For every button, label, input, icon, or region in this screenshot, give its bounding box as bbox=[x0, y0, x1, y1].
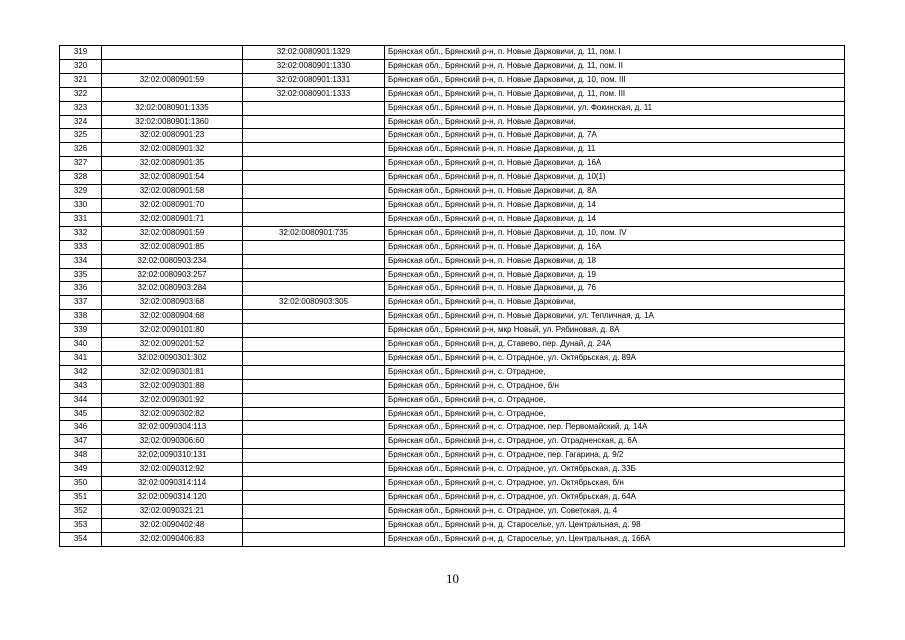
table-row bbox=[60, 87, 845, 101]
cadastral-number: 32:02:0080901:23 bbox=[102, 129, 243, 143]
address: Брянская обл., Брянский р-н, д. Ставево, пер. Дунай, д. 24А bbox=[385, 338, 845, 352]
table-row bbox=[60, 338, 845, 352]
cadastral-number: 32:02:0090312:92 bbox=[102, 463, 243, 477]
cadastral-number-secondary bbox=[243, 435, 385, 449]
table-row bbox=[60, 73, 845, 87]
table-row bbox=[60, 59, 845, 73]
cadastral-number: 32:02:0090314:120 bbox=[102, 491, 243, 505]
address: Брянская обл., Брянский р-н, с. Отрадное, ул. Октябрьская, б/н bbox=[385, 477, 845, 491]
address: Брянская обл., Брянский р-н, п. Новые Дарковичи, д. 76 bbox=[385, 282, 845, 296]
cadastral-number-secondary bbox=[243, 338, 385, 352]
address: Брянская обл., Брянский р-н, п. Новые Дарковичи, ул. Тепличная, д. 1А bbox=[385, 310, 845, 324]
cadastral-number: 32:02:0090402:48 bbox=[102, 518, 243, 532]
row-number: 353 bbox=[60, 518, 102, 532]
cadastral-number: 32:02:0080901:59 bbox=[102, 73, 243, 87]
row-number: 321 bbox=[60, 73, 102, 87]
address: Брянская обл., Брянский р-н, п. Новые Дарковичи, д. 7А bbox=[385, 129, 845, 143]
address: Брянская обл., Брянский р-н, п. Новые Дарковичи, д. 10, пом. III bbox=[385, 73, 845, 87]
cadastral-number-secondary bbox=[243, 518, 385, 532]
row-number: 333 bbox=[60, 240, 102, 254]
cadastral-number: 32:02:0090314:114 bbox=[102, 477, 243, 491]
row-number: 354 bbox=[60, 532, 102, 546]
cadastral-number: 32:02:0080904:68 bbox=[102, 310, 243, 324]
row-number: 339 bbox=[60, 324, 102, 338]
table-row bbox=[60, 185, 845, 199]
row-number: 326 bbox=[60, 143, 102, 157]
cadastral-number-secondary bbox=[243, 379, 385, 393]
address: Брянская обл., Брянский р-н, с. Отрадное, bbox=[385, 407, 845, 421]
address: Брянская обл., Брянский р-н, п. Новые Дарковичи, д. 11, пом. III bbox=[385, 87, 845, 101]
cadastral-number: 32:02:0090301:81 bbox=[102, 365, 243, 379]
table-row bbox=[60, 351, 845, 365]
cadastral-number-secondary bbox=[243, 212, 385, 226]
table-row bbox=[60, 463, 845, 477]
row-number: 351 bbox=[60, 491, 102, 505]
table-row bbox=[60, 143, 845, 157]
cadastral-number: 32:02:0090321:21 bbox=[102, 504, 243, 518]
row-number: 327 bbox=[60, 157, 102, 171]
address: Брянская обл., Брянский р-н, с. Отрадное, б/н bbox=[385, 379, 845, 393]
table-row bbox=[60, 532, 845, 546]
cadastral-number-secondary bbox=[243, 157, 385, 171]
cadastral-number: 32:02:0080901:71 bbox=[102, 212, 243, 226]
page-number: 10 bbox=[446, 571, 459, 586]
cadastral-number: 32:02:0090306:60 bbox=[102, 435, 243, 449]
cadastral-number: 32:02:0080901:1335 bbox=[102, 101, 243, 115]
row-number: 345 bbox=[60, 407, 102, 421]
cadastral-number bbox=[102, 59, 243, 73]
cadastral-number: 32:02:0090301:302 bbox=[102, 351, 243, 365]
cadastral-number-secondary bbox=[243, 393, 385, 407]
cadastral-number: 32:02:0090302:82 bbox=[102, 407, 243, 421]
row-number: 332 bbox=[60, 226, 102, 240]
address: Брянская обл., Брянский р-н, п. Новые Дарковичи, д. 11, пом. I bbox=[385, 46, 845, 60]
row-number: 338 bbox=[60, 310, 102, 324]
address: Брянская обл., Брянский р-н, п. Новые Дарковичи, д. 18 bbox=[385, 254, 845, 268]
table-row bbox=[60, 393, 845, 407]
cadastral-number-secondary bbox=[243, 491, 385, 505]
table-row bbox=[60, 518, 845, 532]
table-row bbox=[60, 324, 845, 338]
address: Брянская обл., Брянский р-н, с. Отрадное, ул. Советская, д. 4 bbox=[385, 504, 845, 518]
table-row bbox=[60, 296, 845, 310]
row-number: 331 bbox=[60, 212, 102, 226]
row-number: 347 bbox=[60, 435, 102, 449]
address: Брянская обл., Брянский р-н, мкр Новый, ул. Рябиновая, д. 8А bbox=[385, 324, 845, 338]
cadastral-number-secondary bbox=[243, 351, 385, 365]
cadastral-number: 32:02:0080903:284 bbox=[102, 282, 243, 296]
address: Брянская обл., Брянский р-н, п. Новые Дарковичи, д. 8А bbox=[385, 185, 845, 199]
table-row bbox=[60, 171, 845, 185]
table-row bbox=[60, 379, 845, 393]
row-number: 325 bbox=[60, 129, 102, 143]
table-row bbox=[60, 449, 845, 463]
table-row bbox=[60, 477, 845, 491]
cadastral-number: 32:02:0090101:80 bbox=[102, 324, 243, 338]
cadastral-number bbox=[102, 87, 243, 101]
address: Брянская обл., Брянский р-н, с. Отрадное, bbox=[385, 393, 845, 407]
address: Брянская обл., Брянский р-н, с. Отрадное, ул. Отрадненская, д. 6А bbox=[385, 435, 845, 449]
table-row bbox=[60, 365, 845, 379]
table-row bbox=[60, 310, 845, 324]
cadastral-number: 32:02:0090201:52 bbox=[102, 338, 243, 352]
address: Брянская обл., Брянский р-н, п. Новые Дарковичи, bbox=[385, 115, 845, 129]
cadastral-number: 32:02:0080903:68 bbox=[102, 296, 243, 310]
table-row bbox=[60, 491, 845, 505]
register-table bbox=[59, 45, 845, 547]
cadastral-number-secondary bbox=[243, 477, 385, 491]
address: Брянская обл., Брянский р-н, д. Староселье, ул. Центральная, д. 98 bbox=[385, 518, 845, 532]
row-number: 346 bbox=[60, 421, 102, 435]
cadastral-number-secondary bbox=[243, 254, 385, 268]
address: Брянская обл., Брянский р-н, с. Отрадное, ул. Октябрьская, д. 33Б bbox=[385, 463, 845, 477]
row-number: 323 bbox=[60, 101, 102, 115]
cadastral-number: 32:02:0080901:1360 bbox=[102, 115, 243, 129]
address: Брянская обл., Брянский р-н, п. Новые Дарковичи, ул. Фокинская, д. 11 bbox=[385, 101, 845, 115]
row-number: 348 bbox=[60, 449, 102, 463]
cadastral-number: 32:02:0080901:70 bbox=[102, 198, 243, 212]
table-row bbox=[60, 504, 845, 518]
table-row bbox=[60, 254, 845, 268]
cadastral-number-secondary bbox=[243, 324, 385, 338]
cadastral-number-secondary: 32:02:0080901:735 bbox=[243, 226, 385, 240]
cadastral-number: 32:02:0090310:131 bbox=[102, 449, 243, 463]
register-table-body bbox=[60, 46, 845, 547]
cadastral-number-secondary bbox=[243, 407, 385, 421]
table-row bbox=[60, 268, 845, 282]
address: Брянская обл., Брянский р-н, с. Отрадное, пер. Гагарина, д. 9/2 bbox=[385, 449, 845, 463]
cadastral-number: 32:02:0090304:113 bbox=[102, 421, 243, 435]
cadastral-number-secondary bbox=[243, 143, 385, 157]
cadastral-number-secondary bbox=[243, 365, 385, 379]
address: Брянская обл., Брянский р-н, п. Новые Дарковичи, д. 10, пом. IV bbox=[385, 226, 845, 240]
row-number: 342 bbox=[60, 365, 102, 379]
row-number: 344 bbox=[60, 393, 102, 407]
cadastral-number-secondary bbox=[243, 421, 385, 435]
row-number: 341 bbox=[60, 351, 102, 365]
cadastral-number-secondary bbox=[243, 185, 385, 199]
address: Брянская обл., Брянский р-н, п. Новые Дарковичи, д. 16А bbox=[385, 240, 845, 254]
address: Брянская обл., Брянский р-н, п. Новые Дарковичи, д. 19 bbox=[385, 268, 845, 282]
cadastral-number-secondary bbox=[243, 240, 385, 254]
table-row bbox=[60, 101, 845, 115]
cadastral-number-secondary bbox=[243, 282, 385, 296]
table-row bbox=[60, 129, 845, 143]
row-number: 350 bbox=[60, 477, 102, 491]
table-row bbox=[60, 157, 845, 171]
row-number: 335 bbox=[60, 268, 102, 282]
row-number: 352 bbox=[60, 504, 102, 518]
row-number: 328 bbox=[60, 171, 102, 185]
cadastral-number: 32:02:0080901:59 bbox=[102, 226, 243, 240]
table-row bbox=[60, 407, 845, 421]
address: Брянская обл., Брянский р-н, п. Новые Дарковичи, д. 16А bbox=[385, 157, 845, 171]
cadastral-number-secondary: 32:02:0080901:1331 bbox=[243, 73, 385, 87]
cadastral-number-secondary bbox=[243, 463, 385, 477]
address: Брянская обл., Брянский р-н, п. Новые Дарковичи, д. 14 bbox=[385, 212, 845, 226]
row-number: 336 bbox=[60, 282, 102, 296]
table-row bbox=[60, 226, 845, 240]
cadastral-number-secondary: 32:02:0080901:1333 bbox=[243, 87, 385, 101]
table-row bbox=[60, 212, 845, 226]
cadastral-number: 32:02:0090301:92 bbox=[102, 393, 243, 407]
cadastral-number bbox=[102, 46, 243, 60]
row-number: 334 bbox=[60, 254, 102, 268]
cadastral-number: 32:02:0080901:58 bbox=[102, 185, 243, 199]
row-number: 330 bbox=[60, 198, 102, 212]
cadastral-number-secondary bbox=[243, 532, 385, 546]
cadastral-number: 32:02:0080901:85 bbox=[102, 240, 243, 254]
cadastral-number-secondary bbox=[243, 449, 385, 463]
cadastral-number: 32:02:0090406:83 bbox=[102, 532, 243, 546]
table-row bbox=[60, 46, 845, 60]
row-number: 319 bbox=[60, 46, 102, 60]
table-row bbox=[60, 115, 845, 129]
cadastral-number-secondary bbox=[243, 115, 385, 129]
row-number: 343 bbox=[60, 379, 102, 393]
address: Брянская обл., Брянский р-н, с. Отрадное, пер. Первомайский, д. 14А bbox=[385, 421, 845, 435]
cadastral-number: 32:02:0080901:32 bbox=[102, 143, 243, 157]
table-row bbox=[60, 435, 845, 449]
cadastral-number-secondary: 32:02:0080901:1329 bbox=[243, 46, 385, 60]
address: Брянская обл., Брянский р-н, с. Отрадное, ул. Октябрьская, д. 64А bbox=[385, 491, 845, 505]
cadastral-number-secondary: 32:02:0080901:1330 bbox=[243, 59, 385, 73]
row-number: 329 bbox=[60, 185, 102, 199]
address: Брянская обл., Брянский р-н, п. Новые Дарковичи, д. 11 bbox=[385, 143, 845, 157]
table-row bbox=[60, 421, 845, 435]
cadastral-number-secondary bbox=[243, 198, 385, 212]
cadastral-number: 32:02:0080901:35 bbox=[102, 157, 243, 171]
cadastral-number-secondary bbox=[243, 171, 385, 185]
address: Брянская обл., Брянский р-н, п. Новые Дарковичи, д. 10(1) bbox=[385, 171, 845, 185]
row-number: 349 bbox=[60, 463, 102, 477]
cadastral-number-secondary bbox=[243, 504, 385, 518]
row-number: 340 bbox=[60, 338, 102, 352]
address: Брянская обл., Брянский р-н, д. Староселье, ул. Центральная, д. 166А bbox=[385, 532, 845, 546]
cadastral-number-secondary bbox=[243, 310, 385, 324]
table-row bbox=[60, 198, 845, 212]
row-number: 322 bbox=[60, 87, 102, 101]
cadastral-number: 32:02:0080901:54 bbox=[102, 171, 243, 185]
cadastral-number-secondary bbox=[243, 101, 385, 115]
table-row bbox=[60, 282, 845, 296]
row-number: 320 bbox=[60, 59, 102, 73]
cadastral-number: 32:02:0080903:257 bbox=[102, 268, 243, 282]
cadastral-number: 32:02:0080903:234 bbox=[102, 254, 243, 268]
table-row bbox=[60, 240, 845, 254]
address: Брянская обл., Брянский р-н, п. Новые Дарковичи, д. 14 bbox=[385, 198, 845, 212]
cadastral-number-secondary: 32:02:0080903:305 bbox=[243, 296, 385, 310]
address: Брянская обл., Брянский р-н, с. Отрадное, ул. Октябрьская, д. 89А bbox=[385, 351, 845, 365]
address: Брянская обл., Брянский р-н, п. Новые Дарковичи, д. 11, пом. II bbox=[385, 59, 845, 73]
address: Брянская обл., Брянский р-н, с. Отрадное, bbox=[385, 365, 845, 379]
cadastral-number-secondary bbox=[243, 268, 385, 282]
cadastral-number: 32:02:0090301:88 bbox=[102, 379, 243, 393]
row-number: 337 bbox=[60, 296, 102, 310]
address: Брянская обл., Брянский р-н, п. Новые Дарковичи, bbox=[385, 296, 845, 310]
row-number: 324 bbox=[60, 115, 102, 129]
cadastral-number-secondary bbox=[243, 129, 385, 143]
